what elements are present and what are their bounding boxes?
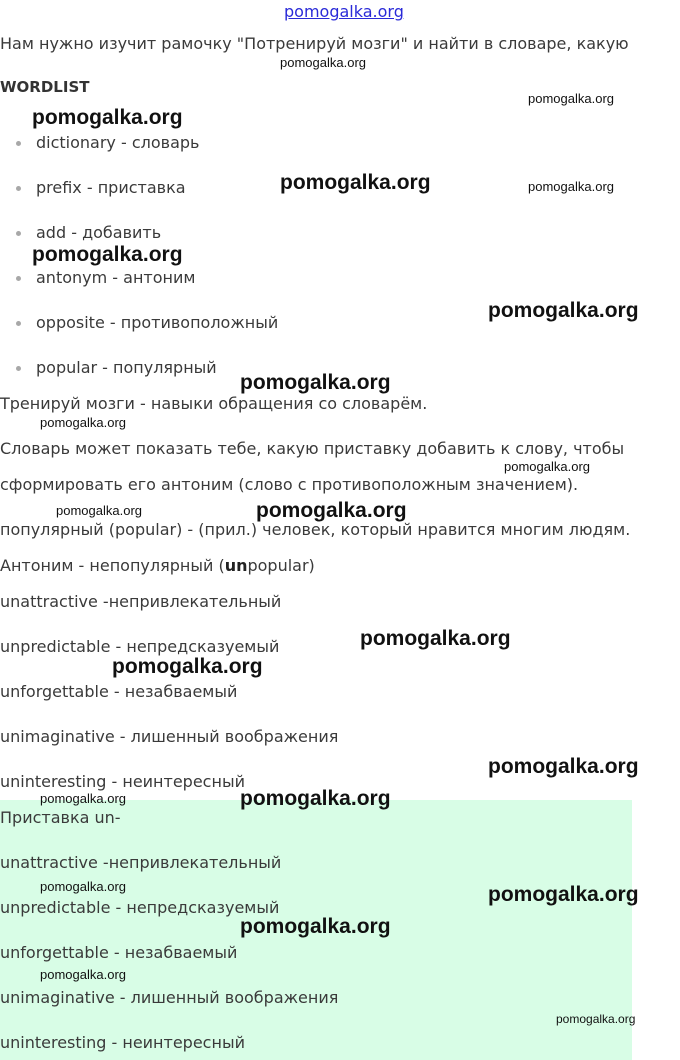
word-entry: unimaginative - лишенный воображения xyxy=(0,727,339,746)
word-entry: unforgettable - незабваемый xyxy=(0,682,238,701)
watermark: pomogalka.org xyxy=(256,499,407,522)
wordlist-heading: WORDLIST xyxy=(0,78,90,96)
watermark: pomogalka.org xyxy=(504,459,590,474)
watermark: pomogalka.org xyxy=(240,371,391,394)
watermark: pomogalka.org xyxy=(56,503,142,518)
bullet-icon xyxy=(16,276,21,281)
word-entry: unattractive -непривлекательный xyxy=(0,592,282,611)
watermark: pomogalka.org xyxy=(240,787,391,810)
bullet-icon xyxy=(16,141,21,146)
antonym-line xyxy=(0,556,315,576)
watermark: pomogalka.org xyxy=(40,791,126,806)
watermark: pomogalka.org xyxy=(556,1012,636,1026)
site-link[interactable]: pomogalka.org xyxy=(284,2,404,21)
bullet-icon xyxy=(16,186,21,191)
answer-word: uninteresting - неинтересный xyxy=(0,1033,245,1052)
answer-word: unpredictable - непредсказуемый xyxy=(0,898,280,917)
watermark: pomogalka.org xyxy=(40,415,126,430)
watermark: pomogalka.org xyxy=(40,967,126,982)
answer-word: unforgettable - незабваемый xyxy=(0,943,238,962)
watermark: pomogalka.org xyxy=(32,106,183,129)
antonym-prefix-text: Антоним - непопулярный ( xyxy=(0,556,225,575)
watermark: pomogalka.org xyxy=(280,55,366,70)
wordlist-item: opposite - противоположный xyxy=(36,313,279,332)
explanation-line: сформировать его антоним (слово с противоположным значением). xyxy=(0,475,579,494)
watermark: pomogalka.org xyxy=(528,91,614,106)
watermark: pomogalka.org xyxy=(32,243,183,266)
antonym-bold-prefix: un xyxy=(224,556,248,575)
word-entry: uninteresting - неинтересный xyxy=(0,772,245,791)
explanation-line: популярный (popular) - (прил.) человек, который нравится многим людям. xyxy=(0,520,631,539)
antonym-suffix-text: popular) xyxy=(247,556,315,575)
watermark: pomogalka.org xyxy=(488,755,639,778)
watermark: pomogalka.org xyxy=(488,299,639,322)
bullet-icon xyxy=(16,231,21,236)
watermark: pomogalka.org xyxy=(280,171,431,194)
bullet-icon xyxy=(16,366,21,371)
word-entry: unpredictable - непредсказуемый xyxy=(0,637,280,656)
explanation-line: Тренируй мозги - навыки обращения со словарём. xyxy=(0,394,428,413)
watermark: pomogalka.org xyxy=(360,627,511,650)
wordlist-item: popular - популярный xyxy=(36,358,217,377)
watermark: pomogalka.org xyxy=(112,655,263,678)
wordlist-item: add - добавить xyxy=(36,223,162,242)
wordlist-item: prefix - приставка xyxy=(36,178,186,197)
answer-word: unattractive -непривлекательный xyxy=(0,853,282,872)
answer-title: Приставка un- xyxy=(0,808,121,827)
bullet-icon xyxy=(16,321,21,326)
watermark: pomogalka.org xyxy=(488,883,639,906)
wordlist-item: dictionary - словарь xyxy=(36,133,200,152)
intro-text: Нам нужно изучит рамочку "Потренируй мозги" и найти в словаре, какую xyxy=(0,34,629,53)
answer-word: unimaginative - лишенный воображения xyxy=(0,988,339,1007)
watermark: pomogalka.org xyxy=(240,915,391,938)
watermark: pomogalka.org xyxy=(528,179,614,194)
wordlist-item: antonym - антоним xyxy=(36,268,196,287)
watermark: pomogalka.org xyxy=(40,879,126,894)
explanation-line: Словарь может показать тебе, какую приставку добавить к слову, чтобы xyxy=(0,439,625,458)
